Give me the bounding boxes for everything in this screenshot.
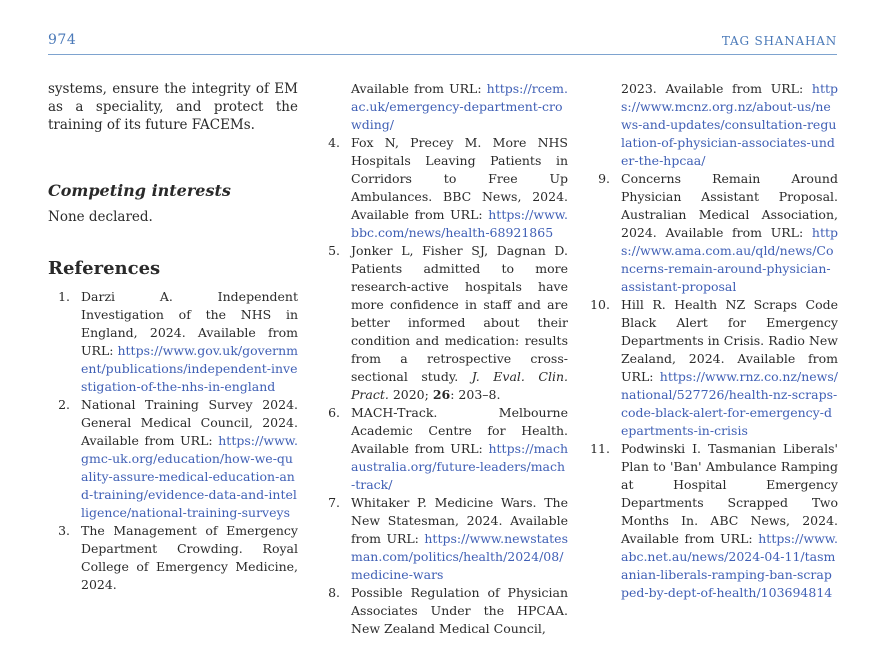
reference-item — [48, 396, 298, 522]
reference-text: Hill R. Health NZ Scraps Code Black Alert for Emergency Departments in Crisis. Radio New Zealand, 2024. Available from URL: — [621, 297, 838, 384]
competing-interests-text: None declared. — [48, 209, 153, 225]
reference-number: 10. — [590, 297, 610, 312]
reference-link[interactable]: https://www.mcnz.org.nz/about-us/news-and-updates/consultation-regulation-of-physician-associates-under-the-hpcaa/ — [621, 81, 838, 168]
reference-continuation — [588, 80, 838, 170]
page-number: 974 — [48, 32, 77, 48]
reference-text: Darzi A. Independent Investigation of the NHS in England, 2024. Available from URL: — [81, 289, 298, 358]
reference-number: 2. — [58, 397, 70, 412]
reference-text: Fox N, Precey M. More NHS Hospitals Leaving Patients in Corridors to Free Up Ambulances. BBC News, 2024. Available from URL: — [351, 135, 568, 222]
column-middle — [318, 80, 568, 638]
reference-number: 4. — [328, 135, 340, 150]
reference-list-middle — [318, 134, 568, 638]
reference-number: 6. — [328, 405, 340, 420]
reference-number: 1. — [58, 289, 70, 304]
reference-link[interactable]: https://www.gov.uk/government/publications/independent-investigation-of-the-nhs-in-england — [81, 343, 298, 394]
reference-link[interactable]: https://www.abc.net.au/news/2024-04-11/tasmanian-liberals-ramping-ban-scrapped-by-dept-of-health/103694814 — [621, 531, 838, 600]
reference-link[interactable]: https://www.rnz.co.nz/news/national/527726/health-nz-scraps-code-black-alert-for-emergency-departments-in-crisis — [621, 369, 838, 438]
references-heading: References — [48, 258, 161, 279]
column-right — [588, 80, 838, 602]
reference-item — [318, 404, 568, 494]
reference-text: MACH-Track. Melbourne Academic Centre for Health. Available from URL: — [351, 405, 568, 456]
reference-item — [588, 440, 838, 602]
reference-item — [318, 242, 568, 404]
header-rule — [48, 54, 837, 55]
reference-number: 5. — [328, 243, 340, 258]
reference-volume: 26 — [432, 387, 451, 402]
reference-year: 2020; — [392, 387, 429, 402]
reference-link[interactable]: https://www.newstatesman.com/politics/health/2024/08/medicine-wars — [351, 531, 568, 582]
reference-item — [318, 494, 568, 584]
intro-paragraph: systems, ensure the integrity of EM as a speciality, and protect the training of its future FACEMs. — [48, 81, 298, 133]
reference-number: 3. — [58, 523, 70, 538]
reference-number: 8. — [328, 585, 340, 600]
competing-interests-heading: Competing interests — [48, 181, 231, 200]
reference-number: 11. — [590, 441, 610, 456]
reference-text: Whitaker P. Medicine Wars. The New Statesman, 2024. Available from URL: — [351, 495, 568, 546]
reference-text: 2023. Available from URL: — [621, 81, 804, 96]
reference-item — [588, 296, 838, 440]
reference-pages: : 203–8. — [450, 387, 501, 402]
reference-link[interactable]: https://www.bbc.com/news/health-68921865 — [351, 207, 568, 240]
reference-item — [318, 134, 568, 242]
reference-number: 7. — [328, 495, 340, 510]
reference-link[interactable]: https://www.ama.com.au/qld/news/Concerns-remain-around-physician-assistant-proposal — [621, 225, 838, 294]
running-head: TAG SHANAHAN — [721, 34, 837, 48]
reference-number: 9. — [598, 171, 610, 186]
reference-item — [318, 584, 568, 638]
reference-link[interactable]: https://www.gmc-uk.org/education/how-we-quality-assure-medical-education-and-training/evidence-data-and-intelligence/national-training-surveys — [81, 433, 298, 520]
reference-item — [48, 522, 298, 594]
reference-text: Concerns Remain Around Physician Assistant Proposal. Australian Medical Association, 2024. Available from URL: — [621, 171, 838, 240]
reference-text: Jonker L, Fisher SJ, Dagnan D. Patients admitted to more research-active hospitals have more confidence in staff and are better informed about their condition and medication: results from a retrospective cross-sectional study. — [351, 243, 568, 384]
reference-text: Possible Regulation of Physician Associates Under the HPCAA. New Zealand Medical Council, — [351, 585, 568, 636]
reference-item — [48, 288, 298, 396]
reference-text: Available from URL: — [351, 81, 482, 96]
column-left — [48, 80, 298, 594]
reference-list-left — [48, 288, 298, 594]
journal-title: J. Eval. Clin. Pract. — [351, 369, 568, 402]
reference-list-right — [588, 170, 838, 602]
reference-text: National Training Survey 2024. General Medical Council, 2024. Available from URL: — [81, 397, 298, 448]
reference-link[interactable]: https://machaustralia.org/future-leaders/mach-track/ — [351, 441, 568, 492]
reference-link[interactable]: https://rcem.ac.uk/emergency-department-crowding/ — [351, 81, 568, 132]
reference-item — [588, 170, 838, 296]
reference-text: The Management of Emergency Department Crowding. Royal College of Emergency Medicine, 2024. — [81, 523, 298, 592]
reference-continuation — [318, 80, 568, 134]
reference-text: Podwinski I. Tasmanian Liberals' Plan to 'Ban' Ambulance Ramping at Hospital Emergency Departments Scrapped Two Months In. ABC News, 2024. Available from URL: — [621, 441, 838, 546]
